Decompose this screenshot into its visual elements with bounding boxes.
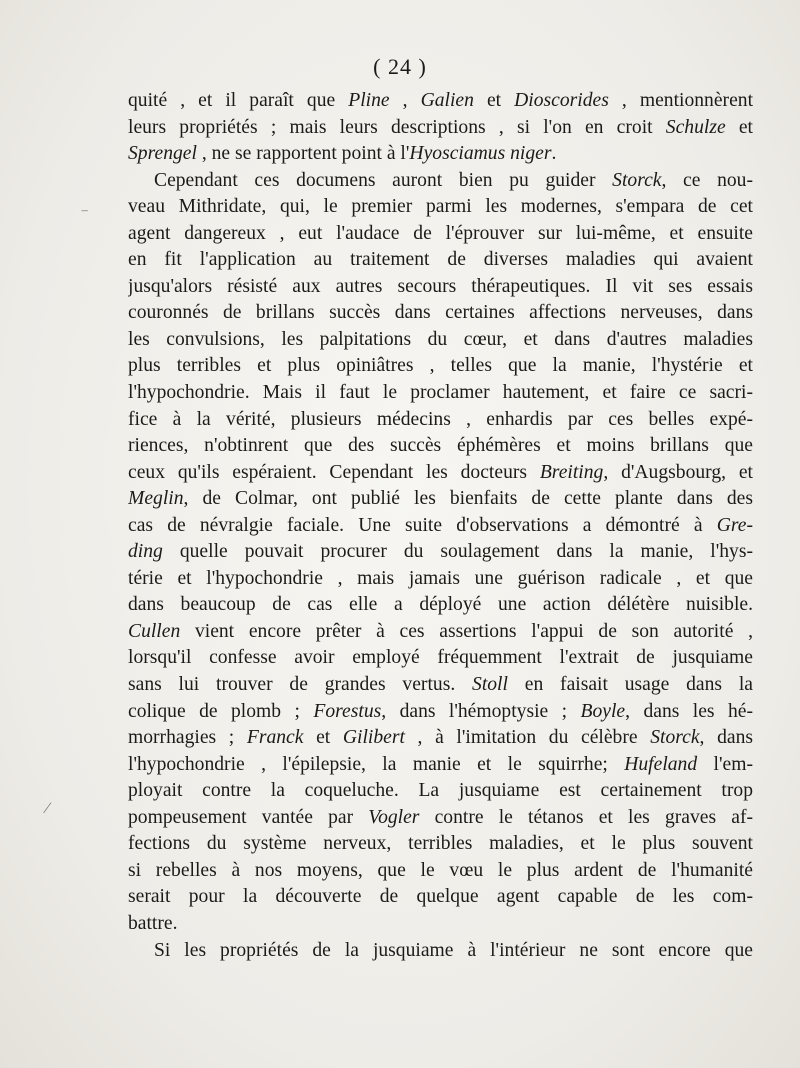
italic-text: Stoll — [472, 674, 508, 696]
italic-text: Sprengel — [128, 143, 197, 165]
text-segment: en faisait usage dans la — [507, 674, 753, 696]
text-line — [128, 380, 753, 407]
text-line — [128, 247, 753, 274]
text-segment: , — [389, 90, 421, 111]
text-line — [128, 141, 753, 168]
text-segment: térie et l'hypochondrie , mais jamais une guérison radicale , et que — [128, 567, 753, 589]
text-segment: veau Mithridate, qui, le premier parmi les modernes, s'empara de cet — [128, 196, 753, 218]
text-segment: colique de plomb ; — [128, 700, 314, 722]
text-line — [128, 539, 753, 566]
italic-text: Breiting — [539, 461, 604, 483]
text-line — [128, 752, 753, 779]
text-line — [128, 168, 753, 195]
text-line — [128, 274, 753, 301]
text-segment: lorsqu'il confesse avoir employé fréquemment l'extrait de jusquiame — [128, 647, 753, 669]
text-segment: vient encore prêter à ces assertions l'appui de son autorité , — [180, 620, 753, 642]
text-segment: l'em- — [697, 753, 753, 775]
text-segment: Si les propriétés de la jusquiame à l'intérieur ne sont encore que — [154, 939, 753, 961]
text-segment: agent dangereux , eut l'audace de l'éprouver sur lui-même, et ensuite — [128, 222, 753, 244]
text-segment: quité , et il paraît que — [128, 90, 349, 111]
italic-text: Gilibert — [342, 727, 405, 749]
italic-text: Dioscorides — [514, 90, 609, 111]
text-line — [128, 884, 753, 911]
italic-text: Pline — [348, 90, 390, 111]
text-line — [128, 513, 753, 540]
text-line — [128, 486, 753, 513]
text-segment: si rebelles à nos moyens, que le vœu le plus ardent de l'humanité — [128, 859, 753, 881]
text-segment: ceux qu'ils espéraient. Cependant les docteurs — [128, 461, 540, 483]
body-text — [128, 88, 753, 964]
text-line — [128, 115, 753, 142]
text-line — [128, 805, 753, 832]
text-segment: cas de névralgie faciale. Une suite d'observations a démontré à — [128, 514, 717, 536]
text-line — [128, 407, 753, 434]
text-line — [128, 194, 753, 221]
text-segment: l'hypochondrie. Mais il faut le proclamer hautement, et faire ce sacri- — [128, 382, 753, 404]
text-line — [128, 911, 753, 938]
italic-text: Meglin — [128, 488, 184, 510]
margin-mark: ⁄ — [46, 800, 49, 817]
text-segment: jusqu'alors résisté aux autres secours thérapeutiques. Il vit ses essais — [128, 275, 753, 297]
text-line — [128, 327, 753, 354]
text-segment: , dans — [699, 727, 753, 749]
text-line — [128, 831, 753, 858]
text-line — [128, 672, 753, 699]
text-segment: , ne se rapportent point à l' — [196, 143, 410, 165]
text-line — [128, 725, 753, 752]
text-segment: couronnés de brillans succès dans certaines affections nerveuses, dans — [128, 302, 753, 324]
text-segment: dans beaucoup de cas elle a déployé une action délétère nuisible. — [128, 594, 753, 616]
text-segment: , mentionnèrent — [608, 90, 753, 111]
text-segment: en fit l'application au traitement de diverses maladies qui avaient — [128, 249, 753, 271]
text-segment: plus terribles et plus opiniâtres , telles que la manie, l'hystérie et — [128, 355, 753, 377]
text-line — [128, 88, 753, 115]
text-line — [128, 592, 753, 619]
text-segment: l'hypochondrie , l'épilepsie, la manie et le squirrhe; — [128, 753, 625, 775]
text-line — [128, 619, 753, 646]
text-line — [128, 858, 753, 885]
text-segment: , de Colmar, ont publié les bienfaits de cette plante dans des — [183, 488, 753, 510]
italic-text: Galien — [420, 90, 474, 111]
text-segment: ployait contre la coqueluche. La jusquiame est certainement trop — [128, 780, 753, 802]
text-segment: , dans les hé- — [625, 700, 753, 722]
text-line — [128, 460, 753, 487]
text-segment: et — [725, 116, 753, 138]
italic-text: ding — [128, 541, 163, 563]
text-segment: Cependant ces documens auront bien pu guider — [154, 169, 613, 191]
text-segment: serait pour la découverte de quelque agent capable de les com- — [128, 886, 753, 908]
italic-text: Cullen — [128, 620, 181, 642]
text-segment: et — [303, 727, 343, 749]
text-segment: fections du système nerveux, terribles maladies, et le plus souvent — [128, 833, 753, 855]
text-line — [128, 221, 753, 248]
text-line — [128, 699, 753, 726]
text-line — [128, 433, 753, 460]
text-segment: morrhagies ; — [128, 727, 247, 749]
text-segment: battre. — [128, 912, 178, 934]
text-segment: riences, n'obtinrent que des succès éphémères et moins brillans que — [128, 435, 753, 457]
text-line — [128, 645, 753, 672]
text-segment: . — [551, 143, 557, 165]
text-segment: , d'Augsbourg, et — [603, 461, 753, 483]
italic-text: Forestus — [313, 700, 382, 722]
italic-text: Vogler — [368, 806, 420, 828]
italic-text: Boyle — [580, 700, 626, 722]
text-line — [128, 778, 753, 805]
text-segment: contre le tétanos et les graves af- — [419, 806, 753, 828]
italic-text: Gre- — [716, 514, 753, 536]
italic-text: Hyosciamus niger — [409, 143, 552, 165]
italic-text: Hufeland — [624, 753, 698, 775]
text-segment: pompeusement vantée par — [128, 806, 369, 828]
italic-text: Franck — [246, 727, 304, 749]
margin-mark: ‾ — [82, 210, 88, 227]
text-segment: fice à la vérité, plusieurs médecins , enhardis par ces belles expé- — [128, 408, 753, 430]
text-segment: les convulsions, les palpitations du cœur, et dans d'autres maladies — [128, 328, 753, 350]
text-segment: quelle pouvait procurer du soulagement dans la manie, l'hys- — [162, 541, 753, 563]
italic-text: Schulze — [665, 116, 726, 138]
text-line — [128, 353, 753, 380]
text-segment: et — [473, 90, 515, 111]
text-segment: leurs propriétés ; mais leurs descriptions , si l'on en croit — [128, 116, 666, 138]
text-line — [128, 566, 753, 593]
text-line — [128, 300, 753, 327]
text-segment: , dans l'hémoptysie ; — [381, 700, 581, 722]
italic-text: Storck — [612, 169, 662, 191]
text-segment: sans lui trouver de grandes vertus. — [128, 674, 473, 696]
text-line — [128, 938, 753, 965]
italic-text: Storck — [650, 727, 700, 749]
text-segment: , à l'imitation du célèbre — [404, 727, 651, 749]
page-number: ( 24 ) — [373, 54, 427, 79]
text-segment: , ce nou- — [661, 169, 753, 191]
